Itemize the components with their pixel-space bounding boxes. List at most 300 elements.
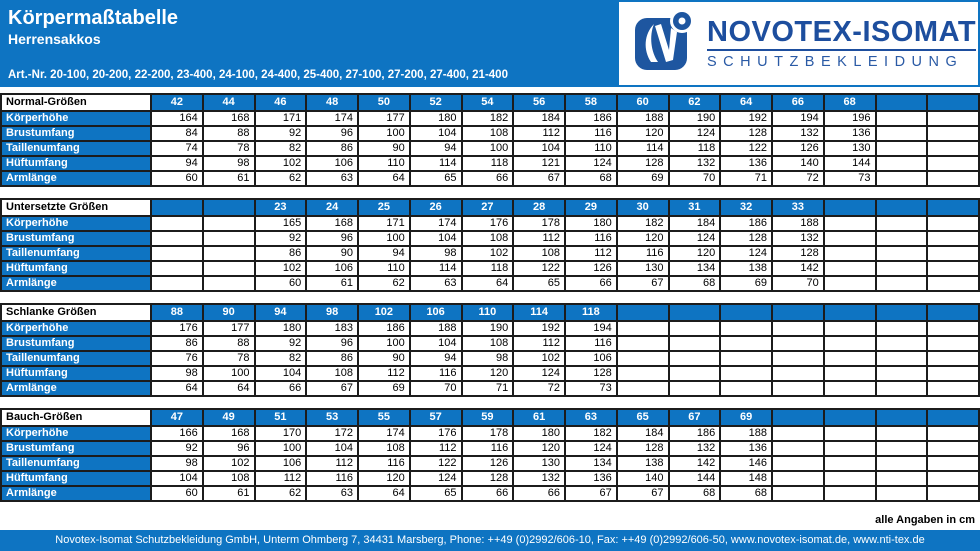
measure-value: 67 [617, 276, 669, 291]
measure-value: 82 [255, 141, 307, 156]
size-column-header: 26 [410, 199, 462, 216]
measure-value: 134 [565, 456, 617, 471]
measure-value: 148 [720, 471, 772, 486]
measure-value: 66 [255, 381, 307, 396]
size-column-header: 47 [151, 409, 203, 426]
measure-value [927, 336, 979, 351]
size-column-header [927, 304, 979, 321]
measure-value: 142 [669, 456, 721, 471]
size-column-header: 68 [824, 94, 876, 111]
measure-value: 72 [772, 171, 824, 186]
measure-value [876, 441, 928, 456]
logo-box [617, 0, 980, 87]
measure-value [876, 366, 928, 381]
measure-value: 63 [410, 276, 462, 291]
measure-value [824, 321, 876, 336]
size-column-header [669, 304, 721, 321]
measure-value: 112 [410, 441, 462, 456]
measure-value: 118 [462, 261, 514, 276]
measure-value: 82 [255, 351, 307, 366]
measure-row [1, 111, 979, 126]
measure-value [824, 426, 876, 441]
measure-value: 67 [565, 486, 617, 501]
measure-row [1, 321, 979, 336]
measure-value [876, 336, 928, 351]
size-column-header: 46 [255, 94, 307, 111]
size-column-header: 56 [513, 94, 565, 111]
measure-value [927, 216, 979, 231]
measure-row [1, 486, 979, 501]
measure-value: 94 [151, 156, 203, 171]
measure-value: 186 [720, 216, 772, 231]
table-title: Untersetzte Größen [1, 199, 151, 216]
measure-value: 92 [255, 126, 307, 141]
measure-value [617, 336, 669, 351]
measure-value [824, 231, 876, 246]
measure-value [151, 261, 203, 276]
measure-value: 90 [358, 141, 410, 156]
measure-value: 122 [720, 141, 772, 156]
measure-value [927, 381, 979, 396]
measure-value [720, 336, 772, 351]
measure-value: 112 [565, 246, 617, 261]
measure-value: 98 [151, 456, 203, 471]
measure-value [824, 456, 876, 471]
size-column-header: 28 [513, 199, 565, 216]
article-numbers: Art.-Nr. 20-100, 20-200, 22-200, 23-400, 24-100, 24-400, 25-400, 27-100, 27-200, 27-400, 21-400 [8, 69, 508, 81]
size-column-header: 66 [772, 94, 824, 111]
size-column-header: 58 [565, 94, 617, 111]
measure-value: 122 [513, 261, 565, 276]
measure-value: 108 [513, 246, 565, 261]
measure-value: 194 [772, 111, 824, 126]
size-column-header [927, 409, 979, 426]
measure-value [876, 246, 928, 261]
measure-row [1, 246, 979, 261]
size-column-header [876, 94, 928, 111]
measure-value [876, 141, 928, 156]
size-column-header: 51 [255, 409, 307, 426]
measure-value [772, 336, 824, 351]
measure-value [203, 261, 255, 276]
measure-row [1, 336, 979, 351]
measure-value: 132 [513, 471, 565, 486]
measure-value: 176 [410, 426, 462, 441]
measure-value: 104 [410, 336, 462, 351]
measure-value: 67 [513, 171, 565, 186]
measure-value: 70 [772, 276, 824, 291]
measure-value: 106 [306, 156, 358, 171]
measure-value: 92 [151, 441, 203, 456]
size-column-header [772, 304, 824, 321]
measure-value: 110 [358, 261, 410, 276]
measure-value: 108 [306, 366, 358, 381]
measure-row [1, 171, 979, 186]
size-column-header: 23 [255, 199, 307, 216]
measure-value: 140 [617, 471, 669, 486]
measure-value [876, 381, 928, 396]
measure-value [772, 441, 824, 456]
measure-label: Brustumfang [1, 231, 151, 246]
measure-value: 61 [203, 486, 255, 501]
measure-value: 182 [617, 216, 669, 231]
measure-value: 70 [669, 171, 721, 186]
size-column-header: 102 [358, 304, 410, 321]
measure-value: 116 [565, 126, 617, 141]
measure-value: 76 [151, 351, 203, 366]
measure-value: 138 [720, 261, 772, 276]
measure-value [772, 486, 824, 501]
measure-value: 94 [410, 351, 462, 366]
measure-value: 70 [410, 381, 462, 396]
measure-value: 124 [513, 366, 565, 381]
measure-label: Taillenumfang [1, 141, 151, 156]
measure-value: 86 [151, 336, 203, 351]
measure-label: Armlänge [1, 171, 151, 186]
size-column-header: 90 [203, 304, 255, 321]
size-column-header: 49 [203, 409, 255, 426]
measure-value: 84 [151, 126, 203, 141]
size-column-header: 48 [306, 94, 358, 111]
size-column-header: 62 [669, 94, 721, 111]
measure-value: 116 [565, 231, 617, 246]
measure-value [824, 486, 876, 501]
measure-value: 176 [462, 216, 514, 231]
measure-value: 178 [513, 216, 565, 231]
measure-value [720, 351, 772, 366]
page-title: Körpermaßtabelle [8, 7, 179, 29]
measure-value: 66 [462, 486, 514, 501]
measure-value: 86 [255, 246, 307, 261]
measure-value: 124 [669, 126, 721, 141]
measure-value: 86 [306, 141, 358, 156]
measure-value: 104 [306, 441, 358, 456]
measure-value: 78 [203, 141, 255, 156]
measure-label: Körperhöhe [1, 426, 151, 441]
size-column-header: 29 [565, 199, 617, 216]
measure-value: 100 [203, 366, 255, 381]
size-column-header: 54 [462, 94, 514, 111]
units-note: alle Angaben in cm [875, 514, 975, 526]
size-column-header: 27 [462, 199, 514, 216]
measure-value: 184 [513, 111, 565, 126]
size-column-header [927, 199, 979, 216]
measure-value: 182 [565, 426, 617, 441]
measure-value: 104 [410, 231, 462, 246]
measure-value [927, 156, 979, 171]
size-table-3 [0, 303, 980, 397]
size-column-header: 98 [306, 304, 358, 321]
measure-value: 124 [565, 441, 617, 456]
measure-value [824, 216, 876, 231]
measure-value: 68 [669, 486, 721, 501]
measure-value: 104 [151, 471, 203, 486]
measure-value: 94 [358, 246, 410, 261]
measure-value [927, 456, 979, 471]
measure-value [927, 321, 979, 336]
measure-value [824, 336, 876, 351]
measure-value: 102 [203, 456, 255, 471]
measure-value: 192 [513, 321, 565, 336]
measure-value: 116 [565, 336, 617, 351]
measure-value: 100 [462, 141, 514, 156]
logo-wordmark: NOVOTEX-ISOMAT [707, 16, 977, 48]
measure-value: 100 [358, 231, 410, 246]
size-column-header: 63 [565, 409, 617, 426]
measure-label: Brustumfang [1, 441, 151, 456]
measure-value: 116 [617, 246, 669, 261]
measure-row [1, 441, 979, 456]
measure-value: 112 [513, 126, 565, 141]
measure-value: 136 [824, 126, 876, 141]
measure-value [876, 126, 928, 141]
measure-label: Armlänge [1, 381, 151, 396]
measure-value: 64 [358, 171, 410, 186]
measure-value [876, 171, 928, 186]
measure-value: 190 [669, 111, 721, 126]
measure-value: 98 [462, 351, 514, 366]
size-column-header: 55 [358, 409, 410, 426]
measure-value [151, 276, 203, 291]
measure-value: 194 [565, 321, 617, 336]
measure-value: 106 [565, 351, 617, 366]
measure-value: 126 [462, 456, 514, 471]
measure-label: Hüftumfang [1, 366, 151, 381]
measure-value: 188 [410, 321, 462, 336]
measure-value: 69 [720, 276, 772, 291]
measure-value: 128 [617, 441, 669, 456]
measure-value: 130 [824, 141, 876, 156]
measure-value [824, 366, 876, 381]
measure-value: 174 [410, 216, 462, 231]
measure-value: 132 [669, 156, 721, 171]
measure-value [720, 381, 772, 396]
measure-value [203, 216, 255, 231]
measure-value: 188 [617, 111, 669, 126]
measure-value: 184 [669, 216, 721, 231]
size-column-header: 64 [720, 94, 772, 111]
measure-value: 146 [720, 456, 772, 471]
measure-value: 116 [410, 366, 462, 381]
measure-value: 64 [203, 381, 255, 396]
measure-value: 120 [669, 246, 721, 261]
measure-value: 112 [306, 456, 358, 471]
measure-value [772, 456, 824, 471]
measure-value [927, 351, 979, 366]
measure-value [617, 321, 669, 336]
measure-value: 98 [410, 246, 462, 261]
measure-value [927, 171, 979, 186]
measure-row [1, 381, 979, 396]
measure-value [927, 426, 979, 441]
measure-row [1, 351, 979, 366]
measure-value: 74 [151, 141, 203, 156]
measure-value: 114 [410, 261, 462, 276]
size-column-header [876, 304, 928, 321]
measure-value: 108 [462, 231, 514, 246]
measure-value: 102 [255, 156, 307, 171]
measure-value: 196 [824, 111, 876, 126]
measure-value: 192 [720, 111, 772, 126]
measure-value: 126 [565, 261, 617, 276]
measure-value: 90 [306, 246, 358, 261]
measure-value: 65 [513, 276, 565, 291]
measure-row [1, 231, 979, 246]
measure-value: 168 [203, 426, 255, 441]
measure-value: 112 [358, 366, 410, 381]
size-column-header: 60 [617, 94, 669, 111]
measure-value: 88 [203, 126, 255, 141]
measure-value: 92 [255, 231, 307, 246]
measure-value: 174 [358, 426, 410, 441]
measure-label: Körperhöhe [1, 321, 151, 336]
measure-row [1, 156, 979, 171]
measure-value: 121 [513, 156, 565, 171]
measure-value [772, 426, 824, 441]
measure-value: 106 [306, 261, 358, 276]
measure-value: 186 [358, 321, 410, 336]
measure-value: 180 [513, 426, 565, 441]
size-column-header: 32 [720, 199, 772, 216]
footer-contact-bar: Novotex-Isomat Schutzbekleidung GmbH, Unterm Ohmberg 7, 34431 Marsberg, Phone: ++49 (0)2992/606-10, Fax: ++49 (0)2992/606-50, www.novotex-isomat.de, www.nti-tex.de [0, 530, 980, 551]
measure-value: 64 [151, 381, 203, 396]
measure-value: 112 [513, 231, 565, 246]
size-column-header: 52 [410, 94, 462, 111]
measure-value: 184 [617, 426, 669, 441]
measure-value [669, 321, 721, 336]
logo-text [707, 17, 976, 70]
measure-value: 118 [462, 156, 514, 171]
measure-value: 124 [669, 231, 721, 246]
measure-label: Hüftumfang [1, 261, 151, 276]
measure-value: 118 [669, 141, 721, 156]
measure-value [927, 141, 979, 156]
size-column-header: 50 [358, 94, 410, 111]
measure-value [617, 351, 669, 366]
measure-value [669, 366, 721, 381]
measure-row [1, 276, 979, 291]
measure-value: 65 [410, 486, 462, 501]
measure-value [876, 231, 928, 246]
measure-value: 61 [203, 171, 255, 186]
measure-value: 180 [255, 321, 307, 336]
measure-value: 180 [565, 216, 617, 231]
measure-row [1, 456, 979, 471]
measure-value: 62 [255, 171, 307, 186]
measure-value: 96 [306, 336, 358, 351]
measure-value: 96 [306, 126, 358, 141]
size-column-header: 61 [513, 409, 565, 426]
measure-value [720, 366, 772, 381]
size-column-header [617, 304, 669, 321]
measure-value: 88 [203, 336, 255, 351]
measure-value: 132 [669, 441, 721, 456]
measure-value [876, 156, 928, 171]
size-column-header: 24 [306, 199, 358, 216]
measure-label: Taillenumfang [1, 456, 151, 471]
measure-value [927, 471, 979, 486]
measure-value: 62 [358, 276, 410, 291]
size-column-header: 114 [513, 304, 565, 321]
measure-value [772, 381, 824, 396]
measure-value [927, 486, 979, 501]
measure-value [876, 471, 928, 486]
measure-value [617, 381, 669, 396]
measure-value: 122 [410, 456, 462, 471]
page-header [0, 0, 980, 87]
measure-value: 120 [617, 231, 669, 246]
measure-value: 110 [565, 141, 617, 156]
measure-value [772, 321, 824, 336]
measure-value [772, 351, 824, 366]
measure-value: 136 [720, 441, 772, 456]
measure-label: Hüftumfang [1, 471, 151, 486]
measure-value: 63 [306, 171, 358, 186]
table-title: Schlanke Größen [1, 304, 151, 321]
measure-value: 73 [824, 171, 876, 186]
measure-value [824, 381, 876, 396]
measure-value [927, 261, 979, 276]
measure-value [669, 336, 721, 351]
measure-label: Armlänge [1, 486, 151, 501]
measure-value [203, 276, 255, 291]
measure-value: 182 [462, 111, 514, 126]
size-table-1 [0, 93, 980, 187]
measure-label: Armlänge [1, 276, 151, 291]
measure-value [617, 366, 669, 381]
measure-row [1, 261, 979, 276]
measure-value: 124 [565, 156, 617, 171]
measure-value: 73 [565, 381, 617, 396]
measure-row [1, 216, 979, 231]
measure-value: 66 [462, 171, 514, 186]
measure-value: 183 [306, 321, 358, 336]
measure-value: 136 [565, 471, 617, 486]
measure-value: 106 [255, 456, 307, 471]
measure-value [927, 366, 979, 381]
measure-value: 112 [255, 471, 307, 486]
measure-value: 116 [462, 441, 514, 456]
measure-value: 72 [513, 381, 565, 396]
measure-value: 100 [358, 336, 410, 351]
measure-label: Brustumfang [1, 126, 151, 141]
size-column-header [824, 409, 876, 426]
size-column-header: 118 [565, 304, 617, 321]
measure-value: 128 [720, 231, 772, 246]
measure-value: 164 [151, 111, 203, 126]
page-subtitle: Herrensakkos [8, 31, 101, 47]
size-table-4 [0, 408, 980, 502]
title-box [0, 0, 617, 87]
measure-value: 177 [358, 111, 410, 126]
measure-value [927, 126, 979, 141]
measure-value: 124 [410, 471, 462, 486]
measure-value [824, 351, 876, 366]
measure-value [203, 231, 255, 246]
measure-value: 71 [462, 381, 514, 396]
measure-value: 65 [410, 171, 462, 186]
measure-value [876, 261, 928, 276]
measure-value: 98 [151, 366, 203, 381]
measure-label: Taillenumfang [1, 246, 151, 261]
measure-value: 68 [565, 171, 617, 186]
measure-value: 124 [720, 246, 772, 261]
measure-value: 176 [151, 321, 203, 336]
size-column-header [203, 199, 255, 216]
measure-value: 96 [306, 231, 358, 246]
measure-value: 178 [462, 426, 514, 441]
measure-value [876, 486, 928, 501]
